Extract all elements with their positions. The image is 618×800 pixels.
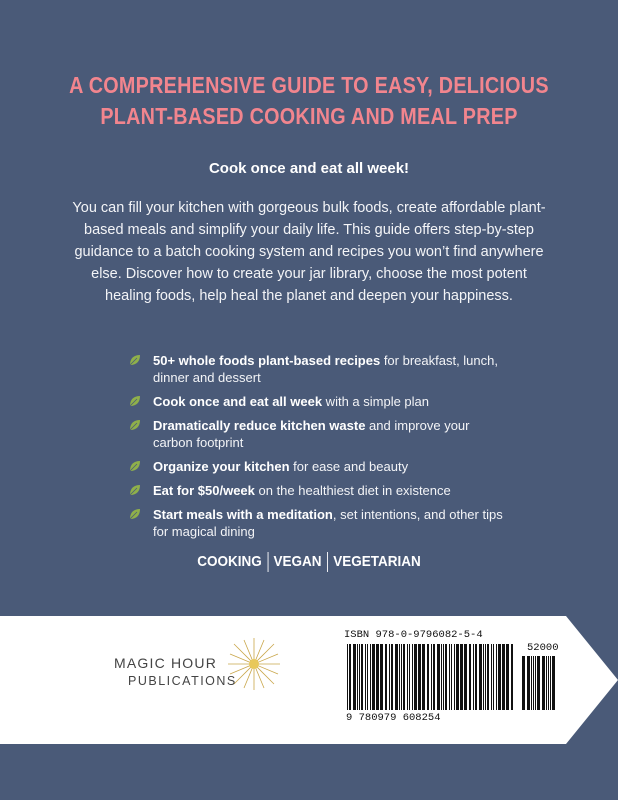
category-vegetarian: VEGETARIAN — [333, 552, 421, 570]
leaf-icon — [128, 418, 142, 432]
category-divider — [327, 552, 328, 572]
feature-bold: Cook once and eat all week — [153, 394, 323, 409]
feature-item — [128, 458, 508, 475]
feature-text: for breakfast, lunch, dinner and dessert — [153, 353, 498, 385]
feature-list — [128, 352, 508, 547]
feature-item — [128, 352, 508, 386]
leaf-icon — [128, 507, 142, 521]
feature-bold: Start meals with a meditation — [153, 507, 333, 522]
price-barcode — [521, 656, 559, 710]
publisher-name-line-1: MAGIC HOUR — [114, 655, 217, 671]
feature-item — [128, 393, 508, 410]
leaf-icon — [128, 353, 142, 367]
price-code: 52000 — [527, 642, 559, 654]
barcode-number: 9 780979 608254 — [346, 712, 441, 724]
headline-line-1: A COMPREHENSIVE GUIDE TO EASY, DELICIOUS — [69, 72, 549, 98]
feature-bold: Dramatically reduce kitchen waste — [153, 418, 366, 433]
leaf-icon — [128, 483, 142, 497]
category-divider — [267, 552, 268, 572]
feature-item — [128, 506, 508, 540]
category-cooking: COOKING — [197, 552, 262, 570]
leaf-icon — [128, 459, 142, 473]
tagline: Cook once and eat all week! — [208, 160, 410, 177]
feature-bold: 50+ whole foods plant-based recipes — [153, 353, 381, 368]
feature-bold: Organize your kitchen — [153, 459, 290, 474]
isbn-barcode — [346, 644, 514, 710]
intro-paragraph: You can fill your kitchen with gorgeous bulk foods, create affordable plant-based meals and simplify your daily life. This guide offers step-by-step guidance to a batch cooking system and recipes you won’t find anywhere else. Discover how to create your jar library, choose the most potent healing foods, help heal the planet and deepen your happiness. — [72, 200, 546, 304]
category-labels — [31, 552, 587, 572]
feature-text: and improve your carbon footprint — [153, 418, 470, 450]
feature-item — [128, 482, 508, 499]
feature-text: , set intentions, and other tips for magical dining — [153, 507, 503, 539]
feature-item — [128, 417, 508, 451]
feature-text: for ease and beauty — [289, 459, 409, 474]
feature-text: with a simple plan — [322, 394, 430, 409]
publisher-name-line-2: PUBLICATIONS — [128, 674, 237, 688]
feature-text: on the healthiest diet in existence — [254, 483, 451, 498]
headline-line-2: PLANT-BASED COOKING AND MEAL PREP — [100, 103, 518, 129]
leaf-icon — [128, 394, 142, 408]
feature-bold: Eat for $50/week — [153, 483, 255, 498]
isbn-label: ISBN 978-0-9796082-5-4 — [344, 629, 483, 641]
category-vegan: VEGAN — [273, 552, 322, 570]
